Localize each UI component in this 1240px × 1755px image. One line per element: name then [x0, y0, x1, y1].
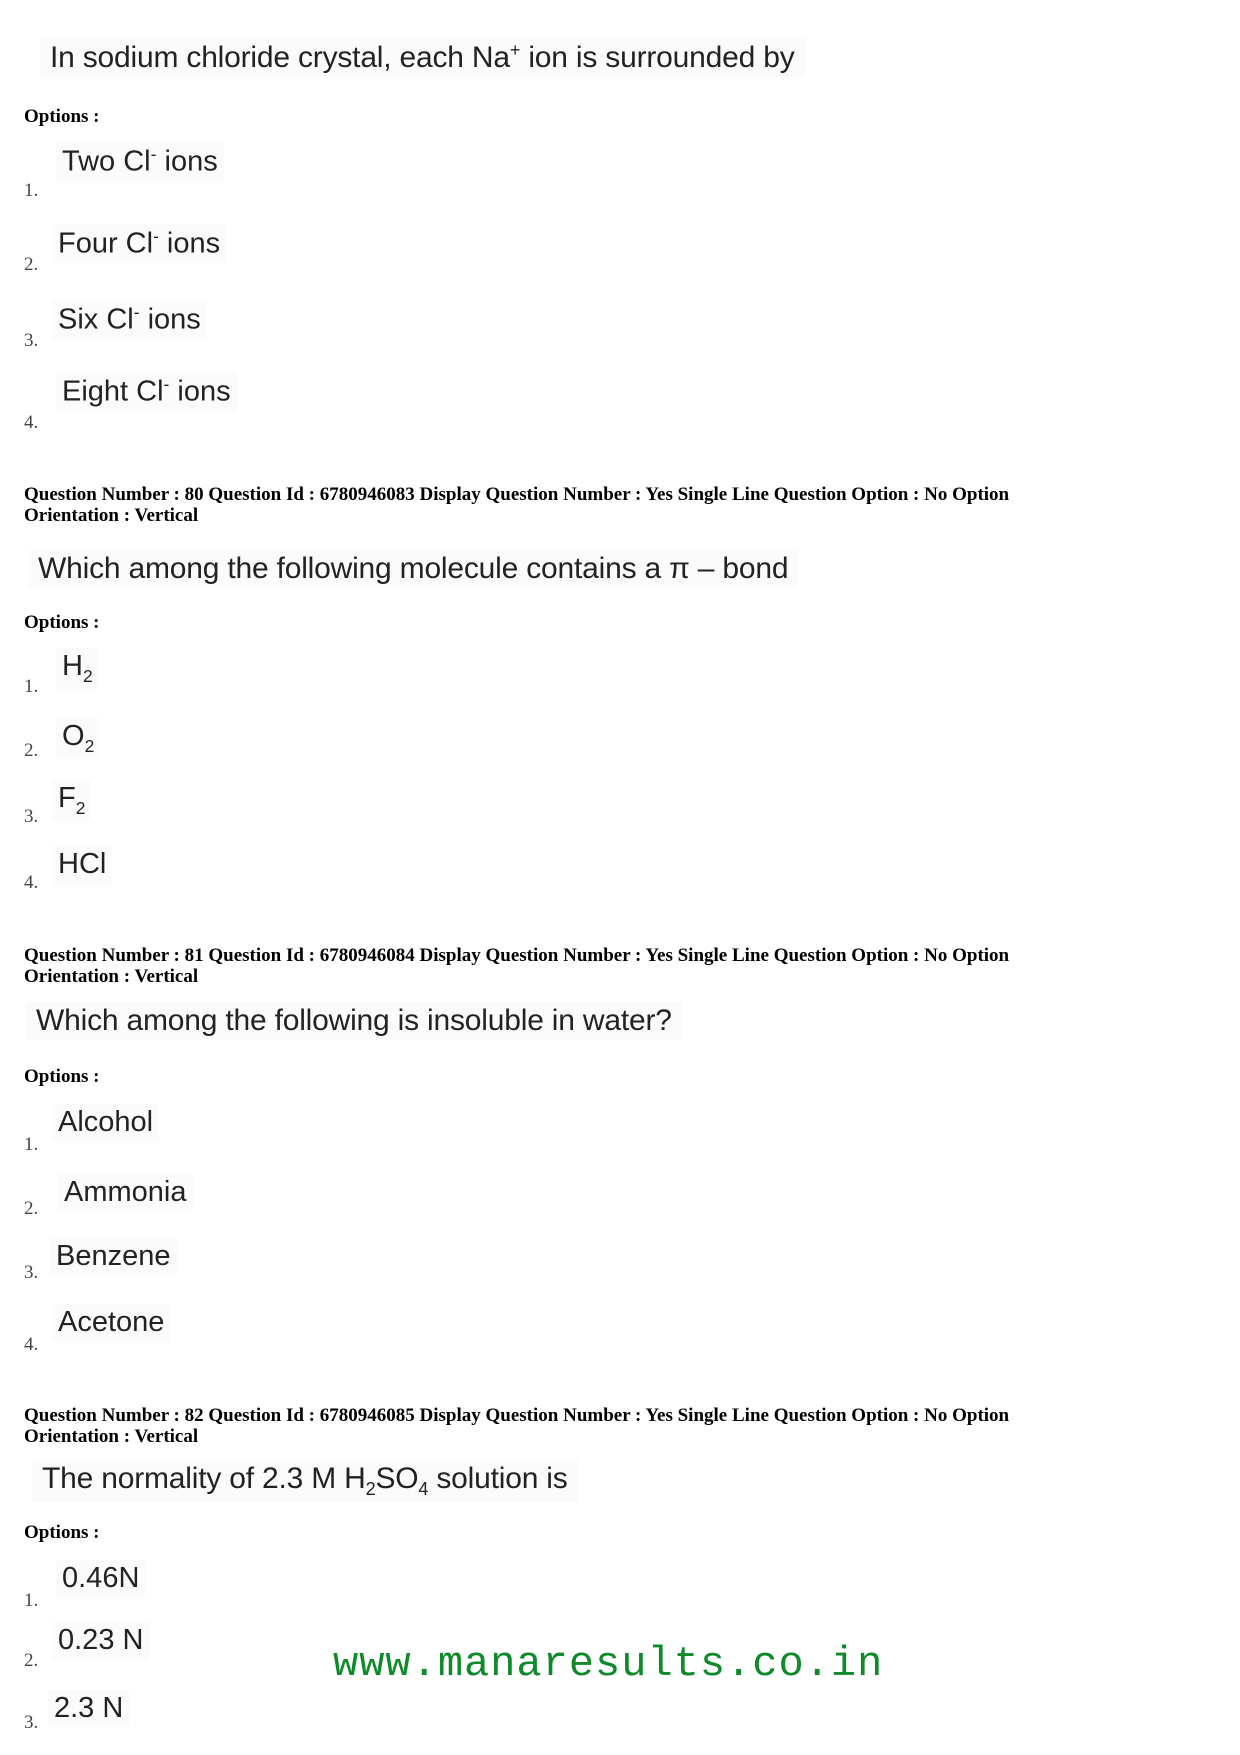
q82-options-label: Options :: [24, 1522, 100, 1543]
q79-options-label: Options :: [24, 106, 100, 127]
q81-option-4: Acetone: [52, 1304, 170, 1341]
q82-stem-sub-1: 2: [365, 1479, 376, 1499]
q80-option-1-text: H: [62, 650, 83, 682]
q81-option-3: Benzene: [50, 1238, 177, 1275]
q82-option-1: 0.46N: [56, 1560, 145, 1597]
q80-option-1-number: 1.: [24, 676, 39, 697]
question-82-stem: [32, 1460, 578, 1502]
q79-option-3: [52, 300, 207, 339]
q80-option-2-text: O: [62, 720, 85, 752]
q80-option-4-text: HCl: [58, 848, 107, 880]
q82-stem-text: The normality of 2.3 M H: [42, 1462, 366, 1495]
q80-option-2: [56, 718, 100, 759]
q79-option-4-sup: -: [163, 374, 170, 394]
q79-option-2-text: Four Cl: [58, 227, 154, 260]
q81-metadata: [24, 945, 1184, 987]
q80-option-2-sub: 2: [84, 735, 95, 756]
q82-stem-text-2: SO: [375, 1462, 419, 1495]
q79-option-4-text-2: ions: [169, 375, 231, 408]
q80-option-3-sub: 2: [75, 797, 86, 818]
q79-option-1-text: Two Cl: [62, 145, 151, 178]
q79-option-4-text: Eight Cl: [62, 375, 164, 408]
q79-option-2-sup: -: [153, 226, 159, 246]
q80-options-label: Options :: [24, 612, 100, 633]
q79-stem-text-2: ion is surrounded by: [520, 41, 795, 74]
q80-metadata: [24, 484, 1184, 526]
q80-option-3: [52, 780, 91, 821]
q79-option-4: [56, 372, 237, 411]
q82-option-2-number: 2.: [24, 1650, 39, 1671]
q81-option-1: Alcohol: [52, 1104, 159, 1141]
q82-option-3-number: 3.: [24, 1712, 39, 1733]
q80-metadata-line-1: Question Number : 80 Question Id : 6780946083 Display Question Number : Yes Single Line Question Option : No Option: [24, 484, 1010, 505]
q82-stem-text-3: solution is: [428, 1462, 568, 1495]
q80-option-3-text: F: [58, 782, 76, 814]
question-81-stem: Which among the following is insoluble in water?: [26, 1002, 682, 1040]
q79-stem-sup: +: [509, 40, 521, 60]
q82-metadata: [24, 1405, 1184, 1447]
q80-option-4: [52, 846, 112, 887]
q81-option-2: Ammonia: [58, 1174, 193, 1211]
q79-option-3-text-2: ions: [139, 303, 201, 336]
q82-stem-sub-2: 4: [418, 1479, 429, 1499]
q81-options-label: Options :: [24, 1066, 100, 1087]
q79-option-1-number: 1.: [24, 180, 39, 201]
q79-option-3-sup: -: [133, 302, 140, 322]
q81-metadata-line-1: Question Number : 81 Question Id : 6780946084 Display Question Number : Yes Single Line Question Option : No Option: [24, 945, 1010, 966]
q82-option-1-number: 1.: [24, 1590, 39, 1611]
q82-metadata-line-2: Orientation : Vertical: [24, 1426, 199, 1447]
website-watermark: www.manaresults.co.in: [333, 1640, 884, 1688]
q81-option-4-number: 4.: [24, 1334, 39, 1355]
q79-option-3-text: Six Cl: [58, 303, 134, 336]
q81-option-2-number: 2.: [24, 1198, 39, 1219]
q80-option-4-number: 4.: [24, 872, 39, 893]
q81-option-3-number: 3.: [24, 1262, 39, 1283]
q80-option-1: [56, 648, 99, 689]
q81-metadata-line-2: Orientation : Vertical: [24, 966, 199, 987]
q79-option-4-number: 4.: [24, 412, 39, 433]
q80-option-2-number: 2.: [24, 740, 39, 761]
question-80-stem: Which among the following molecule contains a π – bond: [28, 550, 798, 588]
q79-option-1: [56, 142, 224, 181]
q82-option-2: 0.23 N: [52, 1622, 149, 1659]
q82-metadata-line-1: Question Number : 82 Question Id : 6780946085 Display Question Number : Yes Single Line Question Option : No Option: [24, 1405, 1010, 1426]
q79-option-3-number: 3.: [24, 330, 39, 351]
q80-option-3-number: 3.: [24, 806, 39, 827]
q79-option-2-text-2: ions: [158, 227, 221, 260]
q79-option-2-number: 2.: [24, 254, 39, 275]
q79-option-1-sup: -: [150, 144, 157, 164]
q79-option-2: [52, 224, 226, 263]
question-79-stem: [40, 38, 805, 77]
q79-option-1-text-2: ions: [156, 145, 218, 178]
q82-option-3: 2.3 N: [48, 1690, 129, 1727]
q80-metadata-line-2: Orientation : Vertical: [24, 505, 199, 526]
q81-option-1-number: 1.: [24, 1134, 39, 1155]
q79-stem-text: In sodium chloride crystal, each Na: [50, 41, 510, 74]
q80-option-1-sub: 2: [82, 665, 93, 686]
